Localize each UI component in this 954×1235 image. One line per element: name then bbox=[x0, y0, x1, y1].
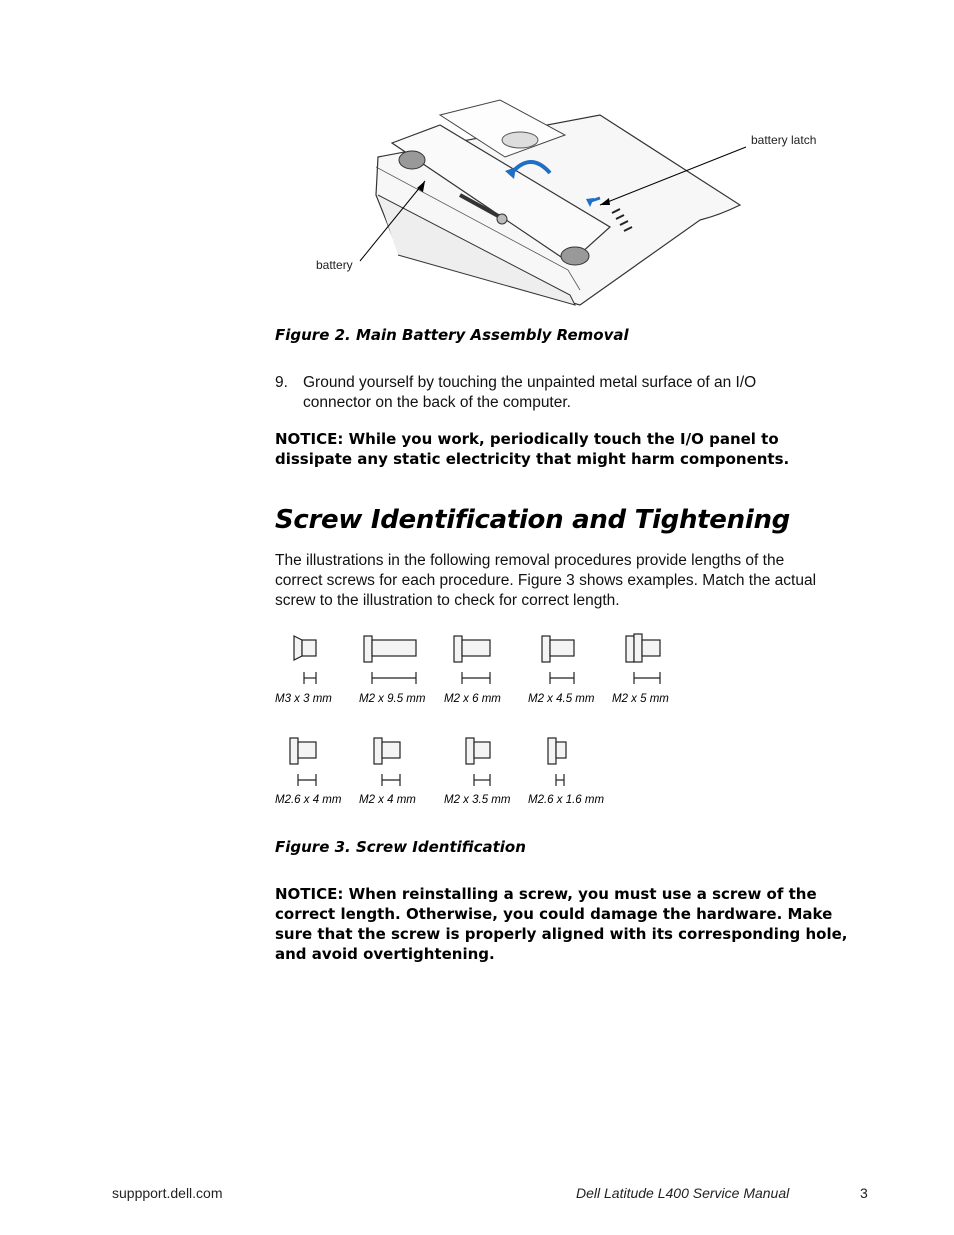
screw-icon bbox=[290, 738, 566, 786]
screw-label: M2 x 9.5 mm bbox=[359, 693, 426, 705]
screw-icon bbox=[294, 634, 660, 684]
battery-removal-illustration bbox=[300, 95, 780, 315]
figure-2-caption: Figure 2. Main Battery Assembly Removal bbox=[275, 326, 629, 344]
screw-label: M3 x 3 mm bbox=[275, 693, 332, 705]
screw-illustrations-row-1 bbox=[280, 628, 700, 692]
section-heading: Screw Identification and Tightening bbox=[275, 505, 790, 535]
screw-label: M2 x 6 mm bbox=[444, 693, 501, 705]
footer-page-number: 3 bbox=[860, 1185, 868, 1201]
notice-2-line-2: correct length. Otherwise, you could damage the hardware. Make bbox=[275, 905, 833, 923]
footer-website: suppport.dell.com bbox=[112, 1185, 223, 1201]
section-paragraph-line-2: correct screws for each procedure. Figure 3 shows examples. Match the actual bbox=[275, 572, 817, 589]
screw-label: M2.6 x 1.6 mm bbox=[528, 794, 605, 806]
figure-3-caption: Figure 3. Screw Identification bbox=[275, 838, 526, 856]
battery-callout: battery bbox=[316, 258, 353, 272]
notice-2-line-3: sure that the screw is properly aligned with its corresponding hole, bbox=[275, 925, 848, 943]
section-paragraph-line-3: screw to the illustration to check for correct length. bbox=[275, 592, 620, 609]
notice-2-line-1: NOTICE: When reinstalling a screw, you must use a screw of the bbox=[275, 885, 817, 903]
screw-label: M2 x 4 mm bbox=[359, 794, 416, 806]
screw-illustrations-row-2 bbox=[280, 732, 600, 794]
screw-label: M2 x 5 mm bbox=[612, 693, 669, 705]
notice-1-line-1: NOTICE: While you work, periodically touch the I/O panel to bbox=[275, 430, 779, 448]
notice-1-line-2: dissipate any static electricity that might harm components. bbox=[275, 450, 790, 468]
screw-label: M2 x 3.5 mm bbox=[444, 794, 511, 806]
battery-latch-callout: battery latch bbox=[751, 133, 817, 147]
screw-label: M2 x 4.5 mm bbox=[528, 693, 595, 705]
step-number: 9. bbox=[275, 374, 288, 391]
step-9-line-2: connector on the back of the computer. bbox=[303, 394, 571, 411]
screw-label: M2.6 x 4 mm bbox=[275, 794, 342, 806]
notice-2-line-4: and avoid overtightening. bbox=[275, 945, 495, 963]
step-9-line-1: Ground yourself by touching the unpainted metal surface of an I/O bbox=[303, 374, 757, 391]
footer-manual-title: Dell Latitude L400 Service Manual bbox=[576, 1185, 790, 1201]
section-paragraph-line-1: The illustrations in the following removal procedures provide lengths of the bbox=[275, 552, 785, 569]
